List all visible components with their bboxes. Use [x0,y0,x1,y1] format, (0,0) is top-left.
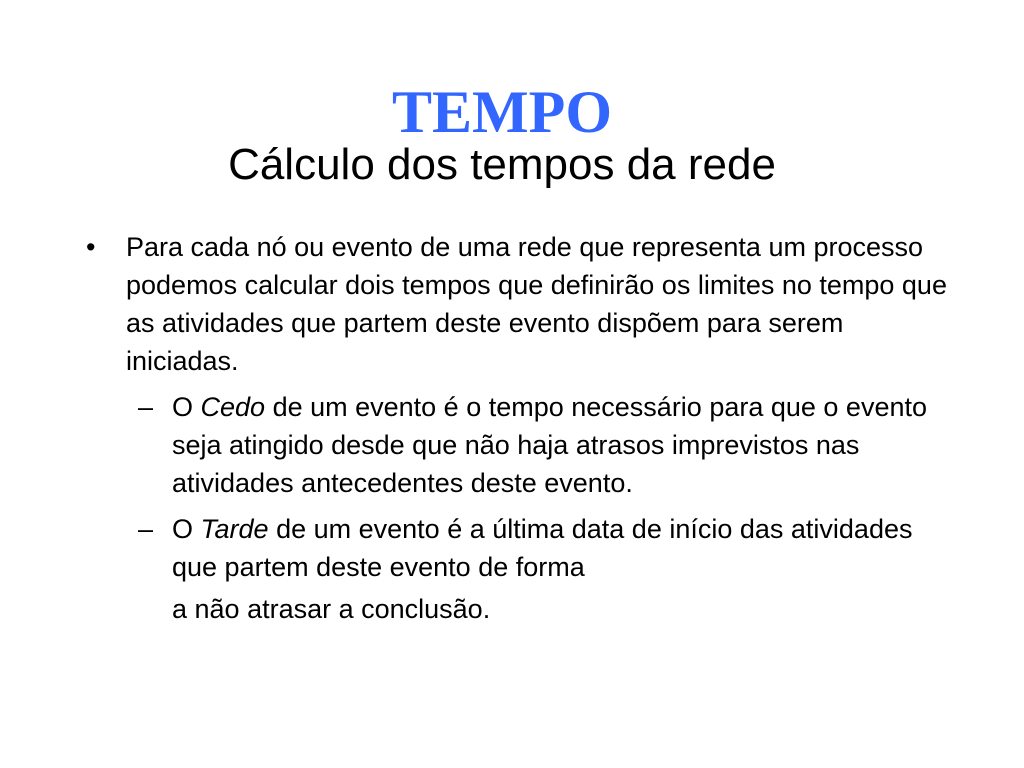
sub-item-term: Tarde [200,514,269,544]
sub-item-marker: – [138,392,154,422]
bullet-item [80,228,960,380]
sub-item-prefix: O [172,392,201,422]
slide-subtitle: Cálculo dos tempos da rede [228,140,776,189]
sub-item-prefix: O [172,514,201,544]
sub-item-cedo [80,388,960,502]
slide-body [80,228,960,628]
bullet-text: Para cada nó ou evento de uma rede que representa um processo podemos calcular dois tempos que definirão os limites no tempo que as atividades que partem deste evento dispõem para serem iniciadas. [126,232,947,376]
sub-item-text: de um evento é o tempo necessário para que o evento seja atingido desde que não haja atrasos imprevistos nas atividades antecedentes deste evento. [172,392,927,498]
sub-item-marker: – [138,514,154,544]
sub-item-text-last-line: a não atrasar a conclusão. [172,594,491,624]
sub-item-term: Cedo [200,392,266,422]
sub-item-text: de um evento é a última data de início das atividades que partem deste evento de forma [172,514,913,582]
slide-title: TEMPO [392,79,612,145]
sub-item-tarde [80,510,960,628]
bullet-marker: • [86,232,96,262]
